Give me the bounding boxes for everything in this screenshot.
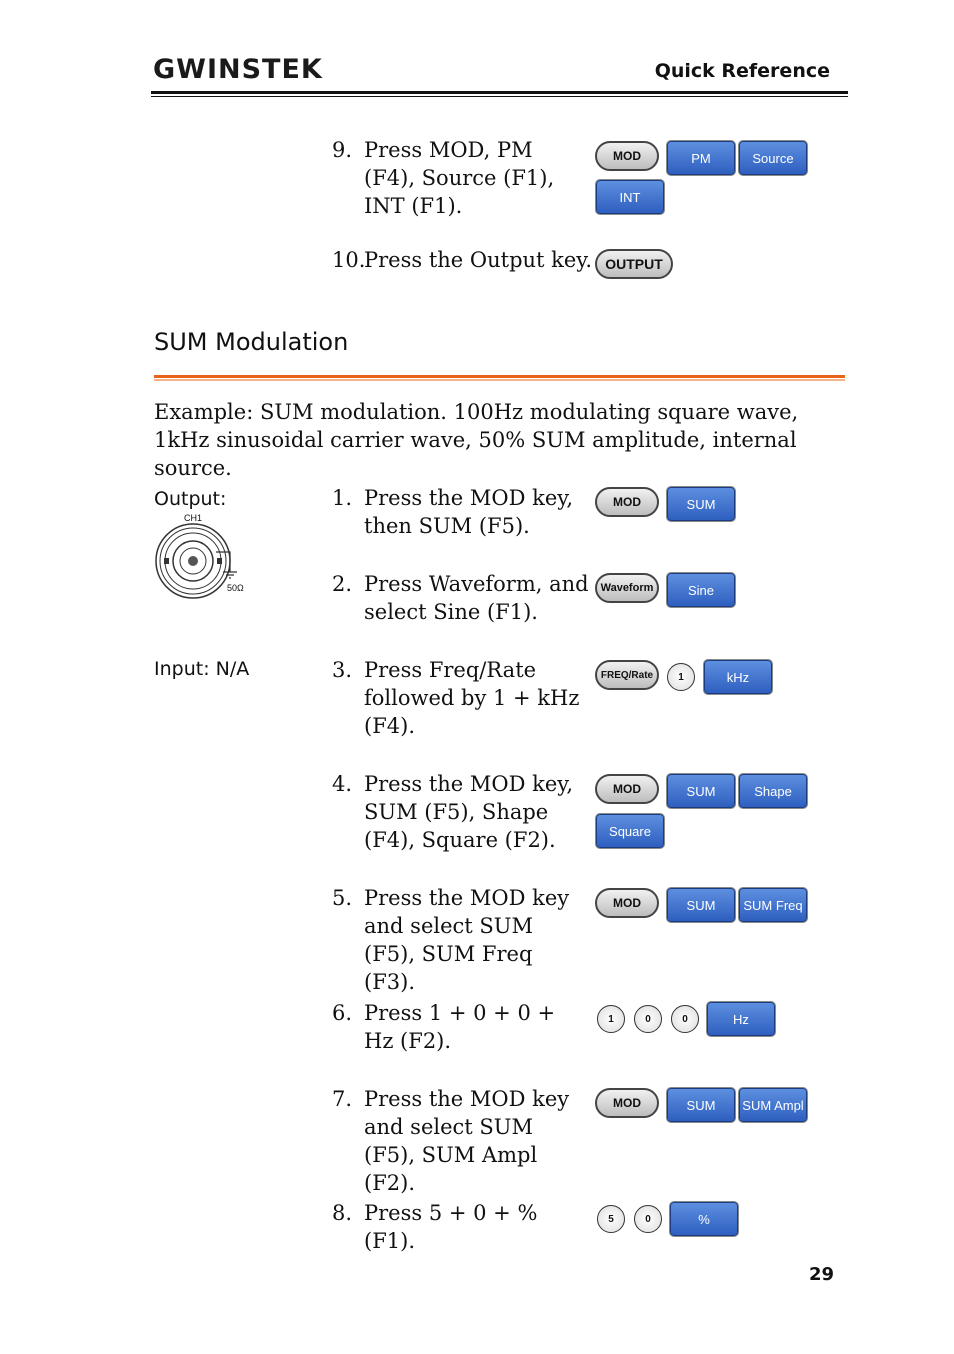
step-number: 8.	[332, 1201, 353, 1225]
freq-rate-key[interactable]: FREQ/Rate	[595, 660, 659, 690]
step-number: 4.	[332, 772, 353, 796]
digit-0-key[interactable]: 0	[634, 1205, 662, 1233]
mod-key[interactable]: MOD	[595, 774, 659, 804]
pm-softkey[interactable]: PM	[667, 141, 735, 175]
source-softkey[interactable]: Source	[739, 141, 807, 175]
step-text: Press Freq/Rate followed by 1 + kHz (F4).	[364, 658, 580, 738]
impedance-label: 50Ω	[227, 583, 244, 593]
step-number: 6.	[332, 1001, 353, 1025]
percent-softkey[interactable]: %	[670, 1202, 738, 1236]
sum-softkey[interactable]: SUM	[667, 888, 735, 922]
step-number: 2.	[332, 572, 353, 596]
step-number: 1.	[332, 486, 353, 510]
waveform-key[interactable]: Waveform	[595, 573, 659, 603]
gwinstek-logo: GWINSTEK	[153, 54, 323, 85]
section-header: Quick Reference	[654, 60, 830, 82]
step-text: Press 1 + 0 + 0 + Hz (F2).	[364, 1001, 556, 1053]
sum-softkey[interactable]: SUM	[667, 1088, 735, 1122]
digit-1-key[interactable]: 1	[597, 1005, 625, 1033]
step-text: Press the MOD key, SUM (F5), Shape (F4), Square (F2).	[364, 772, 574, 852]
step-text: Press Waveform, and select Sine (F1).	[364, 572, 589, 624]
example-paragraph: Example: SUM modulation. 100Hz modulating square wave, 1kHz sinusoidal carrier wave, 50% SUM amplitude, internal source.	[154, 400, 799, 480]
step-number: 5.	[332, 886, 353, 910]
mod-key[interactable]: MOD	[595, 888, 659, 918]
sum-ampl-softkey[interactable]: SUM Ampl	[739, 1088, 807, 1122]
mod-key[interactable]: MOD	[595, 141, 659, 171]
shape-softkey[interactable]: Shape	[739, 774, 807, 808]
step-text: Press the MOD key and select SUM (F5), SUM Ampl (F2).	[364, 1087, 570, 1195]
output-label: Output:	[154, 488, 227, 510]
digit-5-key[interactable]: 5	[597, 1205, 625, 1233]
digit-1-key[interactable]: 1	[667, 663, 695, 691]
section-title: SUM Modulation	[154, 328, 349, 356]
output-key[interactable]: OUTPUT	[595, 249, 673, 279]
step-text: Press the MOD key and select SUM (F5), SUM Freq (F3).	[364, 886, 570, 994]
step-text: Press MOD, PM (F4), Source (F1), INT (F1).	[364, 138, 555, 218]
hz-softkey[interactable]: Hz	[707, 1002, 775, 1036]
sum-freq-softkey[interactable]: SUM Freq	[739, 888, 807, 922]
step-number: 9.	[332, 138, 353, 162]
step-text: Press the MOD key, then SUM (F5).	[364, 486, 574, 538]
section-rule	[154, 375, 845, 378]
sum-softkey[interactable]: SUM	[667, 487, 735, 521]
page-number: 29	[808, 1264, 834, 1285]
header-rule	[151, 91, 848, 94]
step-text: Press 5 + 0 + % (F1).	[364, 1201, 538, 1253]
step-number: 7.	[332, 1087, 353, 1111]
header-rule-thin	[151, 96, 848, 97]
sum-softkey[interactable]: SUM	[667, 774, 735, 808]
step-number: 3.	[332, 658, 353, 682]
sine-softkey[interactable]: Sine	[667, 573, 735, 607]
digit-0-key[interactable]: 0	[671, 1005, 699, 1033]
mod-key[interactable]: MOD	[595, 487, 659, 517]
section-rule-shadow	[154, 379, 845, 381]
mod-key[interactable]: MOD	[595, 1088, 659, 1118]
khz-softkey[interactable]: kHz	[704, 660, 772, 694]
square-softkey[interactable]: Square	[596, 814, 664, 848]
input-label: Input: N/A	[154, 658, 250, 680]
digit-0-key[interactable]: 0	[634, 1005, 662, 1033]
step-text: Press the Output key.	[364, 248, 593, 272]
step-number: 10.	[332, 248, 366, 272]
channel-label: CH1	[184, 513, 203, 523]
int-softkey[interactable]: INT	[596, 180, 664, 214]
